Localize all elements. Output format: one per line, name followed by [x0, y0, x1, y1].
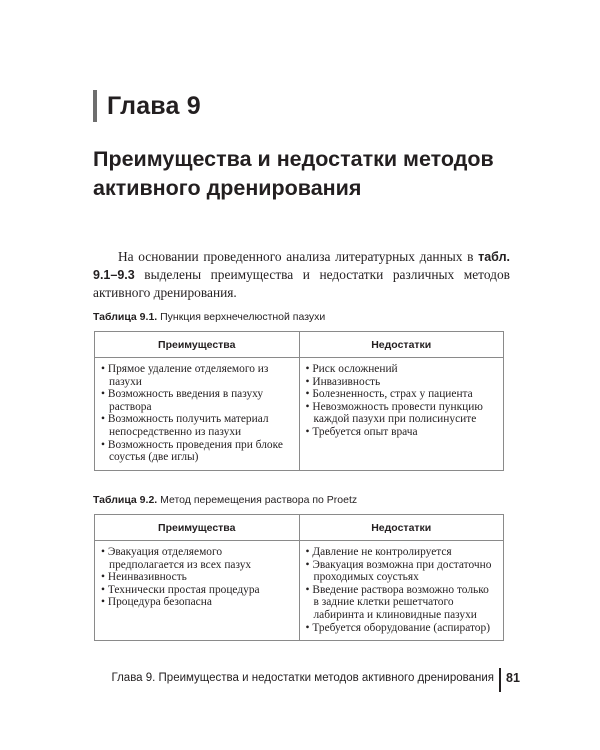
disadvantages-cell	[299, 358, 504, 471]
table-caption-text: Пункция верхнечелюстной пазухи	[160, 311, 326, 323]
advantages-table	[94, 514, 504, 641]
footer-divider	[499, 668, 501, 692]
table-caption	[93, 494, 357, 506]
page-title: Преимущества и недостатки методов активного дренирования	[93, 147, 494, 200]
list-item: • Требуется оборудование (аспиратор)	[306, 622, 498, 635]
chapter-accent-bar	[93, 90, 97, 122]
list-item: • Эвакуация отделяемого предполагается из всех пазух	[101, 546, 293, 571]
list-item: • Введение раствора возможно только в задние клетки решетчатого лабиринта и клиновидные пазухи	[306, 584, 498, 622]
table-number: Таблица 9.1.	[93, 311, 158, 323]
list-item: • Возможность введения в пазуху раствора	[101, 388, 293, 413]
page-footer	[0, 668, 600, 692]
table-row	[95, 358, 504, 471]
list-item: • Болезненность, страх у пациента	[306, 388, 498, 401]
list-item: • Неинвазивность	[101, 571, 293, 584]
intro-text-after: выделены преимущества и недостатки различных методов активного дренирования.	[93, 267, 510, 300]
header-advantages: Преимущества	[95, 515, 300, 541]
advantages-cell	[95, 541, 300, 641]
intro-paragraph	[93, 248, 510, 301]
advantages-table	[94, 331, 504, 471]
list-item: • Процедура безопасна	[101, 596, 293, 609]
header-advantages: Преимущества	[95, 332, 300, 358]
header-disadvantages: Недостатки	[299, 332, 504, 358]
list-item: • Требуется опыт врача	[306, 426, 498, 439]
list-item: • Инвазивность	[306, 376, 498, 389]
list-item: • Риск осложнений	[306, 363, 498, 376]
list-item: • Возможность проведения при блоке соустья (две иглы)	[101, 439, 293, 464]
list-item: • Прямое удаление отделяемого из пазухи	[101, 363, 293, 388]
page-number: 81	[506, 671, 520, 685]
list-item: • Возможность получить материал непосредственно из пазухи	[101, 413, 293, 438]
list-item: • Технически простая процедура	[101, 584, 293, 597]
table-header-row	[95, 332, 504, 358]
table-caption	[93, 311, 325, 323]
disadvantages-cell	[299, 541, 504, 641]
chapter-heading	[93, 90, 201, 122]
intro-table-reference: табл. 9.1–9.3	[93, 250, 510, 282]
list-item: • Давление не контролируется	[306, 546, 498, 559]
advantages-cell	[95, 358, 300, 471]
table-caption-text: Метод перемещения раствора по Proetz	[160, 494, 358, 506]
header-disadvantages: Недостатки	[299, 515, 504, 541]
list-item: • Невозможность провести пункцию каждой пазухи при полисинусите	[306, 401, 498, 426]
list-item: • Эвакуация возможна при достаточно проходимых соустьях	[306, 559, 498, 584]
chapter-label: Глава 9	[107, 91, 201, 120]
table-row	[95, 541, 504, 641]
table-number: Таблица 9.2.	[93, 494, 158, 506]
table-header-row	[95, 515, 504, 541]
running-title: Глава 9. Преимущества и недостатки методов активного дренирования	[111, 672, 494, 684]
intro-text-before: На основании проведенного анализа литературных данных в	[118, 249, 479, 264]
